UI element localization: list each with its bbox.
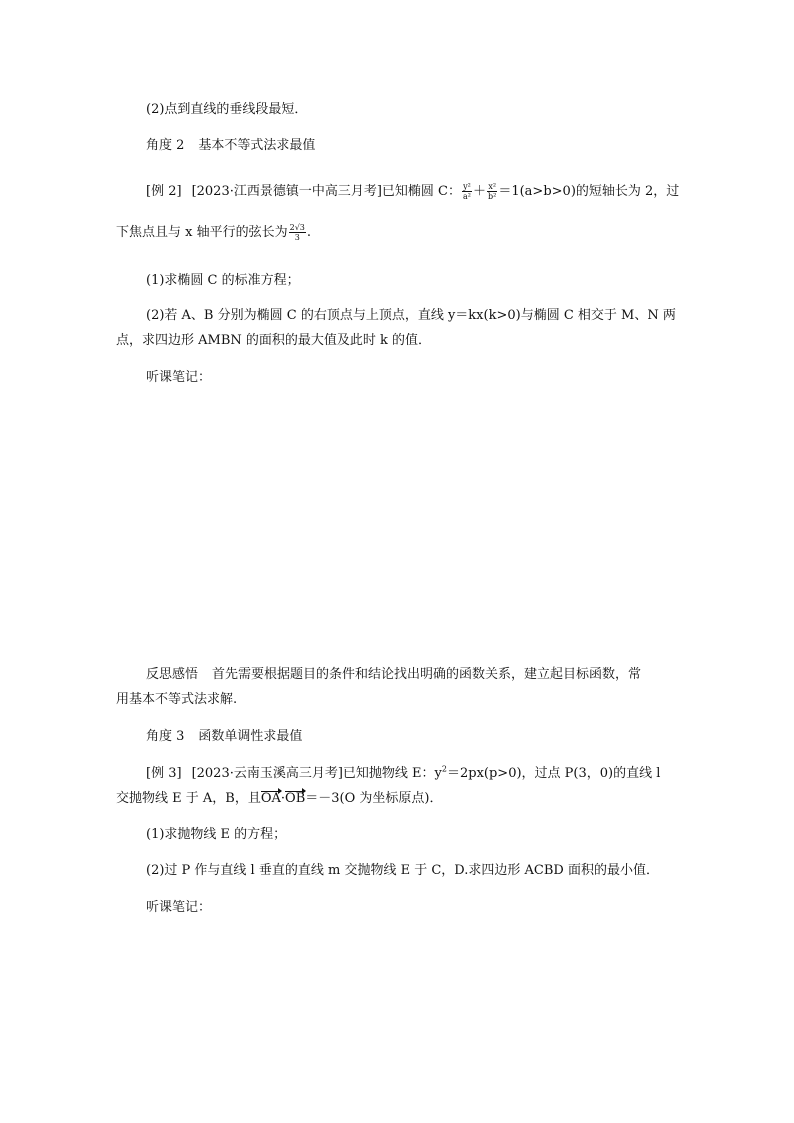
lecture-notes-label: 听课笔记： [146, 370, 212, 385]
angle-title: 基本不等式法求最值 [198, 138, 316, 153]
angle-title: 函数单调性求最值 [198, 729, 303, 744]
example-2-statement [146, 182, 679, 201]
paragraph-point-to-line: (2)点到直线的垂线段最短． [146, 102, 308, 117]
statement-text: ＝2px(p>0)，过点 P(3，0)的直线 l [446, 766, 661, 781]
example-intro: [2023·江西景德镇一中高三月考]已知椭圆 C： [191, 184, 462, 199]
example-tag: [例 3] [146, 766, 182, 781]
fraction-2root3-3: $\frac{2√3}{3}$ [289, 223, 305, 242]
section-heading-angle-3 [146, 728, 302, 746]
example-tag: [例 2] [146, 184, 182, 199]
fraction-y2-a2: $\frac{\text{y²}}{\text{a²}}$ [463, 182, 471, 201]
example-condition: ＝1(a>b>0)的短轴长为 2，过 [498, 184, 680, 199]
example-2-statement-cont [116, 223, 311, 242]
example-3-statement [146, 765, 660, 783]
example-2-question-2-cont: 点，求四边形 AMBN 的面积的最大值及此时 k 的值． [116, 333, 432, 348]
example-2-question-1: (1)求椭圆 C 的标准方程； [146, 273, 300, 288]
exponent: 2 [441, 764, 447, 774]
reflection-text: 首先需要根据题目的条件和结论找出明确的函数关系，建立起目标函数，常 [212, 667, 642, 682]
statement-text: ＝－3(O 为坐标原点)． [305, 791, 443, 806]
statement-text: [2023·云南玉溪高三月考]已知抛物线 E：y [191, 766, 442, 781]
lecture-notes-label: 听课笔记： [146, 900, 212, 915]
example-3-question-1: (1)求抛物线 E 的方程； [146, 827, 287, 842]
vector-ob: OB [285, 791, 306, 806]
section-heading-angle-2 [146, 137, 315, 155]
example-3-statement-cont [116, 790, 442, 808]
statement-text: 下焦点且与 x 轴平行的弦长为 [116, 225, 288, 240]
plus-sign: ＋ [473, 184, 487, 199]
reflection-label: 反思感悟 [146, 667, 199, 682]
dot-product-sign: · [280, 791, 286, 806]
statement-text: 交抛物线 E 于 A，B，且 [116, 791, 261, 806]
fraction-x2-b2: $\frac{\text{x²}}{\text{b²}}$ [488, 182, 497, 201]
example-2-question-2: (2)若 A、B 分别为椭圆 C 的右顶点与上顶点，直线 y＝kx(k>0)与椭圆 C 相交于 M、N 两 [146, 308, 676, 323]
reflection-paragraph [146, 666, 641, 684]
reflection-paragraph-cont: 用基本不等式法求解. [116, 692, 238, 707]
angle-label: 角度 3 [146, 729, 185, 744]
angle-label: 角度 2 [146, 138, 185, 153]
vector-oa: OA [260, 791, 281, 806]
statement-period: . [306, 225, 312, 240]
example-3-question-2: (2)过 P 作与直线 l 垂直的直线 m 交抛物线 E 于 C，D.求四边形 ACBD 面积的最小值． [146, 863, 659, 878]
